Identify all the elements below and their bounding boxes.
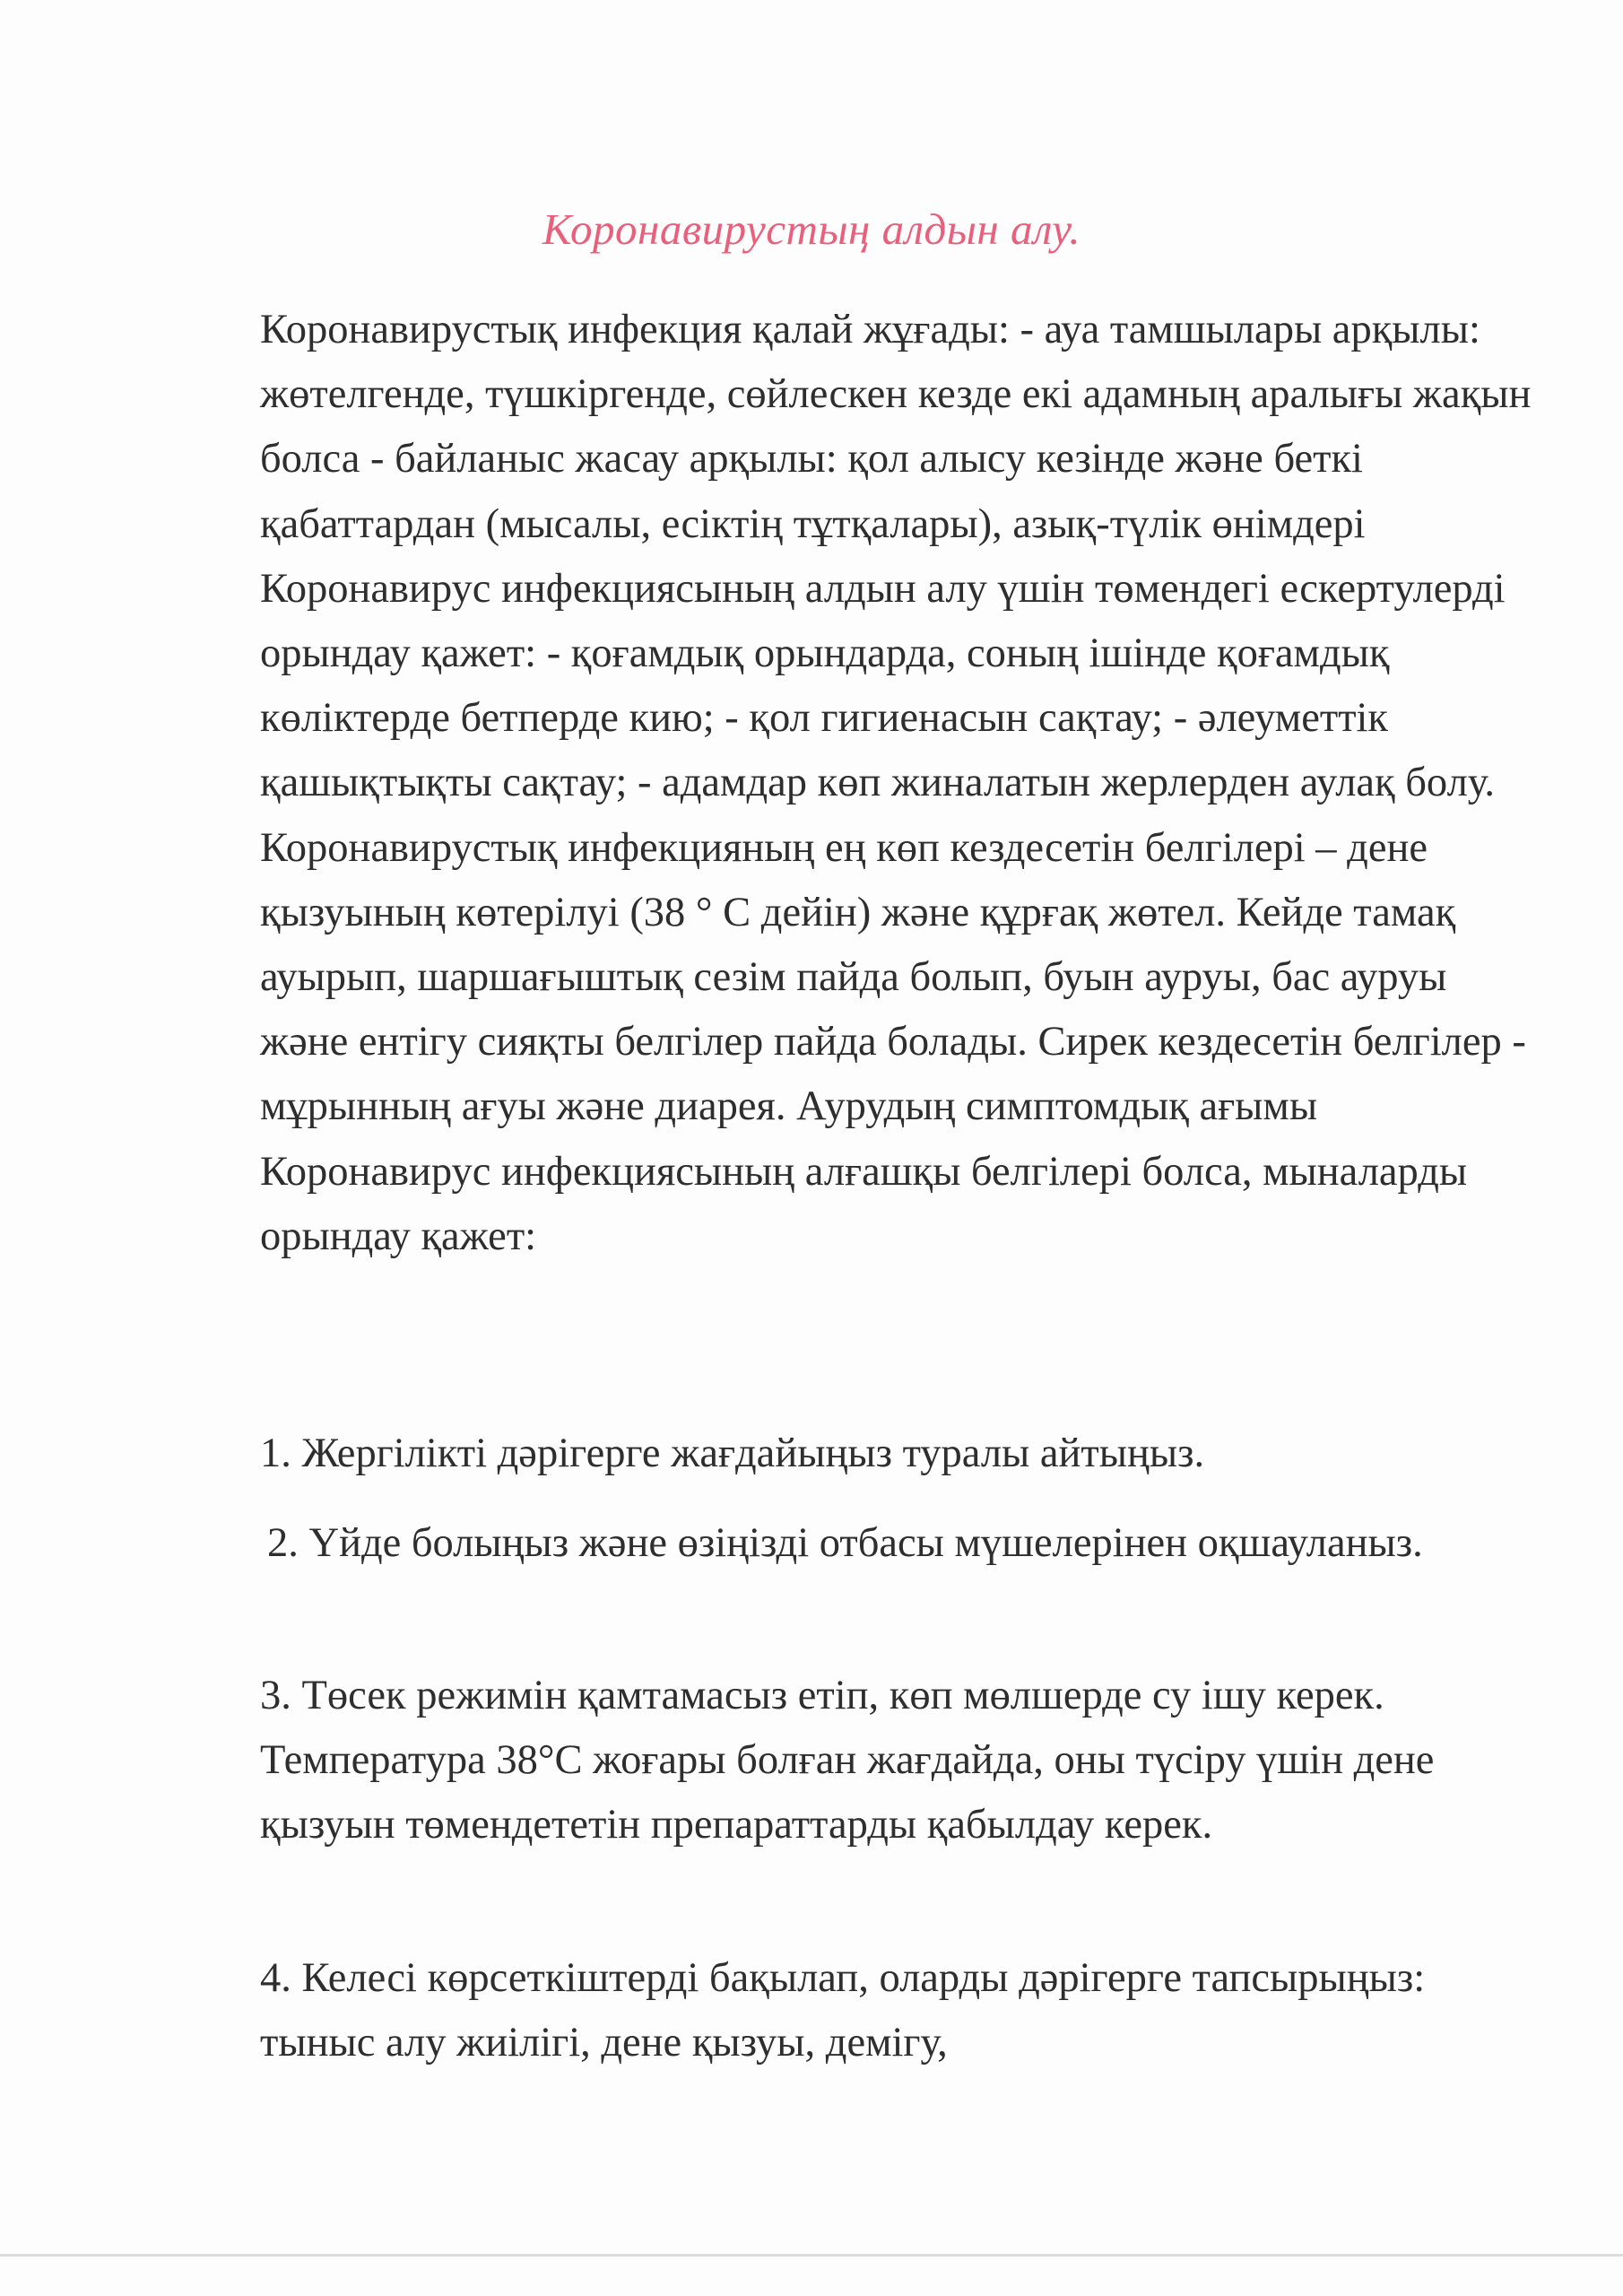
list-item-1: 1. Жергілікті дәрігерге жағдайыңыз туралы айтыңыз. xyxy=(260,1431,1205,1476)
list-item-4: 4. Келесі көрсеткіштерді бақылап, оларды дәрігерге тапсырыңыз: тыныс алу жиілігі, дене қызуы, демігу, xyxy=(260,1955,1426,2066)
document-title: Коронавирустың алдын алу. xyxy=(542,204,1081,254)
list-item-2: 2. Үйде болыңыз және өзіңізді отбасы мүшелерінен оқшауланыз. xyxy=(267,1520,1423,1566)
scan-edge-line xyxy=(0,2254,1623,2257)
list-item-3: 3. Төсек режимін қамтамасыз етіп, көп мөлшерде су ішу керек. Температура 38°С жоғары болған жағдайда, оны түсіру үшін дене қызуын төмендететін препараттарды қабылдау керек. xyxy=(260,1673,1435,1848)
intro-paragraph: Коронавирустық инфекция қалай жұғады: - ауа тамшылары арқылы: жөтелгенде, түшкіргенде, сөйлескен кезде екі адамның аралығы жақын болса - байланыс жасау арқылы: қол алысу кезінде және беткі қабаттардан (мысалы, есіктің тұтқалары), азық-түлік өнімдері Коронавирус инфекциясының алдын алу үшін төмендегі ескертулерді орындау қажет: - қоғамдық орындарда, соның ішінде қоғамдық көліктерде бетперде кию; - қол гигиенасын сақтау; - әлеуметтік қашықтықты сақтау; - адамдар көп жиналатын жерлерден аулақ болу. Коронавирустық инфекцияның ең көп кездесетін белгілері – дене қызуының көтерілуі (38 ° С дейін) және құрғақ жөтел. Кейде тамақ ауырып, шаршағыштық сезім пайда болып, буын ауруы, бас ауруы және ентігу сияқты белгілер пайда болады. Сирек кездесетін белгілер - мұрынның ағуы және диарея. Аурудың симптомдық ағымы Коронавирус инфекциясының алғашқы белгілері болса, мыналарды орындау қажет: xyxy=(260,307,1532,1259)
